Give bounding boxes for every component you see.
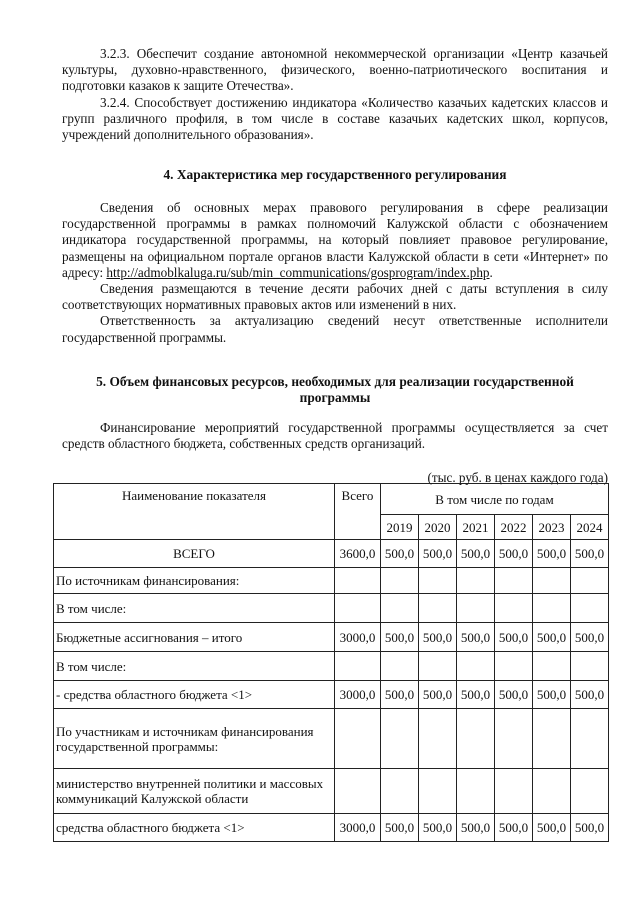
row-year-value: 500,0 <box>419 540 457 568</box>
row-label: В том числе: <box>54 652 335 681</box>
paragraph-3-2-4: 3.2.4. Способствует достижению индикатора «Количество казачьих кадетских классов и групп различного профиля, в том числе в составе казачьих кадетских школ, корпусов, учреждений дополнительного образования». <box>62 94 608 143</box>
section-5-paragraph-1: Финансирование мероприятий государственной программы осуществляется за счет средств областного бюджета, собственных средств организаций. <box>62 420 608 452</box>
row-year-value <box>495 594 533 623</box>
row-year-value: 500,0 <box>457 540 495 568</box>
row-year-value <box>533 709 571 769</box>
section-4-paragraph-3: Ответственность за актуализацию сведений несут ответственные исполнители государственной программы. <box>62 313 608 345</box>
section-5 <box>62 374 608 406</box>
row-year-value <box>381 652 419 681</box>
header-total: Всего <box>335 484 381 540</box>
row-label: ВСЕГО <box>54 540 335 568</box>
row-year-value <box>571 594 609 623</box>
row-total: 3000,0 <box>335 681 381 709</box>
header-year: 2022 <box>495 515 533 540</box>
header-year: 2024 <box>571 515 609 540</box>
table-row <box>54 709 609 769</box>
row-year-value: 500,0 <box>495 681 533 709</box>
section-4 <box>62 167 608 183</box>
row-year-value <box>533 652 571 681</box>
row-label: министерство внутренней политики и массовых коммуникаций Калужской области <box>54 769 335 814</box>
header-by-years: В том числе по годам <box>381 484 609 515</box>
row-year-value <box>533 568 571 594</box>
row-year-value: 500,0 <box>457 681 495 709</box>
row-total <box>335 568 381 594</box>
row-year-value: 500,0 <box>381 681 419 709</box>
row-total: 3000,0 <box>335 623 381 652</box>
row-label: средства областного бюджета <1> <box>54 814 335 842</box>
row-year-value: 500,0 <box>571 681 609 709</box>
row-year-value: 500,0 <box>533 540 571 568</box>
financing-table <box>53 483 609 842</box>
table-row <box>54 652 609 681</box>
row-total: 3600,0 <box>335 540 381 568</box>
row-year-value: 500,0 <box>381 623 419 652</box>
paragraph-3-2-3: 3.2.3. Обеспечит создание автономной некоммерческой организации «Центр казачьей культуры, духовно-нравственного, физического, военно-патриотического воспитания и подготовки казаков к защите Отечества». <box>62 46 608 94</box>
row-year-value: 500,0 <box>571 814 609 842</box>
row-year-value <box>381 594 419 623</box>
row-year-value: 500,0 <box>457 814 495 842</box>
row-year-value <box>381 769 419 814</box>
table-row <box>54 594 609 623</box>
table-row <box>54 568 609 594</box>
row-year-value <box>571 652 609 681</box>
row-year-value: 500,0 <box>419 623 457 652</box>
row-year-value <box>419 568 457 594</box>
row-year-value <box>495 568 533 594</box>
row-year-value: 500,0 <box>533 681 571 709</box>
section-5-title: 5. Объем финансовых ресурсов, необходимых для реализации государственной программы <box>96 374 574 406</box>
row-total: 3000,0 <box>335 814 381 842</box>
row-year-value <box>419 769 457 814</box>
row-year-value <box>457 652 495 681</box>
row-year-value: 500,0 <box>571 623 609 652</box>
row-total <box>335 594 381 623</box>
program-link[interactable]: http://admoblkaluga.ru/sub/min_communications/gosprogram/index.php <box>106 264 490 280</box>
section-4-paragraph-1-text: Сведения об основных мерах правового регулирования в сфере реализации государственной программы в рамках полномочий Калужской области с обозначением индикатора государственной программы, на который повлияет правовое регулирование, размещены на официальном портале органов власти Калужской области в сети «Интернет» по адресу: <box>62 200 608 280</box>
row-year-value <box>571 769 609 814</box>
header-indicator-name: Наименование показателя <box>54 484 335 540</box>
unit-note: (тыс. руб. в ценах каждого года) <box>427 470 608 485</box>
row-label: По источникам финансирования: <box>54 568 335 594</box>
row-year-value <box>381 568 419 594</box>
row-year-value: 500,0 <box>495 540 533 568</box>
row-year-value <box>381 709 419 769</box>
section-5-body <box>62 420 608 452</box>
header-year: 2020 <box>419 515 457 540</box>
row-year-value: 500,0 <box>533 814 571 842</box>
row-year-value <box>457 568 495 594</box>
section-4-paragraph-1 <box>62 200 608 281</box>
table-row <box>54 769 609 814</box>
row-year-value: 500,0 <box>381 814 419 842</box>
table-row <box>54 623 609 652</box>
row-total <box>335 769 381 814</box>
row-year-value: 500,0 <box>533 623 571 652</box>
table-row <box>54 681 609 709</box>
row-year-value <box>533 594 571 623</box>
row-year-value <box>571 709 609 769</box>
section-4-paragraph-1-end: . <box>489 264 493 280</box>
row-year-value <box>457 769 495 814</box>
row-label: По участникам и источникам финансирования государственной программы: <box>54 709 335 769</box>
intro-block <box>62 46 608 143</box>
row-label: В том числе: <box>54 594 335 623</box>
row-year-value <box>419 594 457 623</box>
row-year-value: 500,0 <box>571 540 609 568</box>
row-year-value <box>457 594 495 623</box>
row-year-value <box>419 652 457 681</box>
row-label: - средства областного бюджета <1> <box>54 681 335 709</box>
table-row <box>54 814 609 842</box>
row-year-value <box>495 652 533 681</box>
section-4-body <box>62 200 608 346</box>
table-row <box>54 540 609 568</box>
row-year-value: 500,0 <box>419 814 457 842</box>
row-total <box>335 709 381 769</box>
row-year-value <box>571 568 609 594</box>
row-year-value <box>495 709 533 769</box>
header-year: 2021 <box>457 515 495 540</box>
section-4-title: 4. Характеристика мер государственного регулирования <box>163 167 507 182</box>
row-year-value <box>457 709 495 769</box>
row-year-value: 500,0 <box>381 540 419 568</box>
row-year-value <box>495 769 533 814</box>
section-4-paragraph-2: Сведения размещаются в течение десяти рабочих дней с даты вступления в силу соответствующих нормативных правовых актов или изменений в них. <box>62 281 608 313</box>
header-year: 2019 <box>381 515 419 540</box>
row-year-value: 500,0 <box>457 623 495 652</box>
row-year-value: 500,0 <box>495 814 533 842</box>
row-year-value: 500,0 <box>495 623 533 652</box>
row-year-value <box>533 769 571 814</box>
row-label: Бюджетные ассигнования – итого <box>54 623 335 652</box>
row-year-value: 500,0 <box>419 681 457 709</box>
header-year: 2023 <box>533 515 571 540</box>
row-year-value <box>419 709 457 769</box>
row-total <box>335 652 381 681</box>
